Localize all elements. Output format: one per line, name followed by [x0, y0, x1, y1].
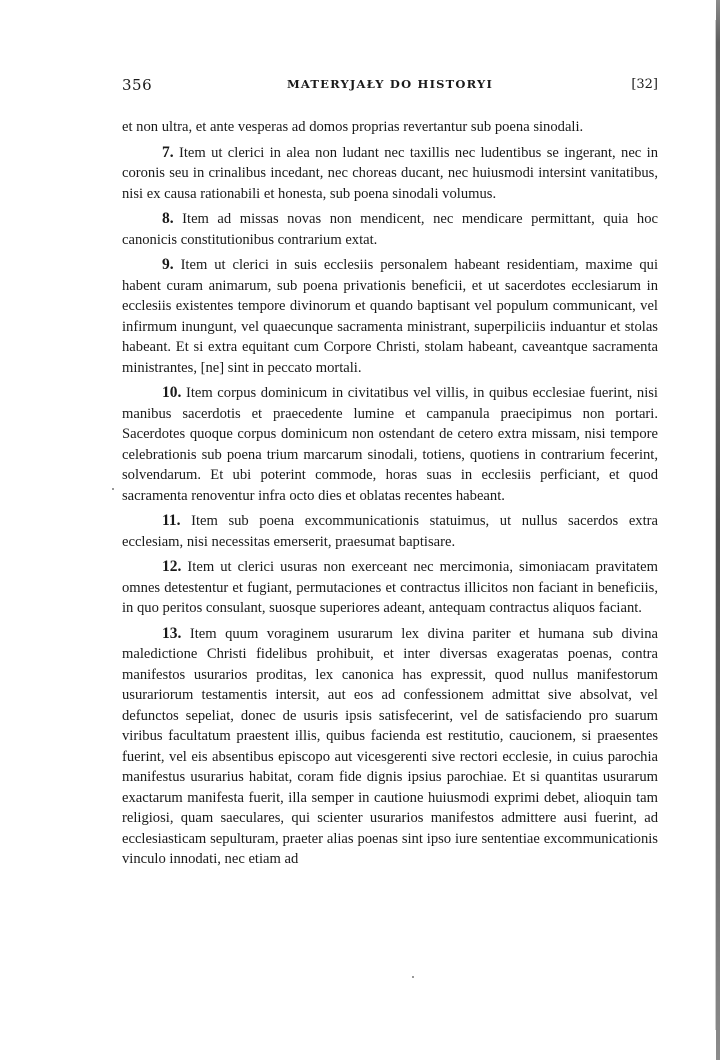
- paragraph-continuation: [122, 117, 658, 138]
- paragraph-number: 8.: [162, 210, 174, 227]
- scan-speck: [112, 488, 114, 490]
- paragraph-text: Item ut clerici usuras non exerceant nec mercimonia, simoniacam pravitatem omnes detestentur et fugiant, permutaciones et contractus illicitos non faciant in beneficiis, in quo peritos consulant, suosque superiores adeant, antequam contractus aliquos faciant.: [122, 559, 658, 616]
- running-header: [122, 76, 658, 100]
- paragraph-text: Item ut clerici in suis ecclesiis personalem habeant residentiam, maxime qui habent curam animarum, sub poena privationis beneficii, et ut sacerdotes ecclesiarum in ecclesiis existentes tempore divinorum et quando baptisant vel populum communicant, vel infirmum inungunt, vel quaecunque sacramenta ministrant, superpiliciis induantur et stolas habeant. Et si extra equitant cum Corpore Christi, stolam habeant, caveantque sacramenta ministrantes, [ne] sint in peccato mortali.: [122, 257, 658, 376]
- running-title: MATERYJAŁY DO HISTORYI: [286, 77, 494, 91]
- paragraph-number: 11.: [162, 512, 181, 529]
- paragraph-text: et non ultra, et ante vesperas ad domos proprias revertantur sub poena sinodali.: [122, 119, 584, 135]
- body-text: [122, 117, 658, 875]
- paragraph-7: [122, 143, 658, 205]
- paragraph-text: Item corpus dominicum in civitatibus vel villis, in quibus ecclesiae fuerint, nisi manibus sacerdotis et praecedente lumine et campanula praecipimus non portari. Sacerdotes quoque corpus dominicum non ostendant de cetero extra missam, nisi tempore celebrationis sub poena trium marcarum sinodali, totiens, quotiens in contrarium fecerint, solvendarum. Et ubi poterint commode, horas suas in ecclesiis perficiant, et quod sacramenta renoventur infra octo dies et oblatas recentes habeant.: [122, 385, 658, 504]
- paragraph-text: Item sub poena excommunicationis statuimus, ut nullus sacerdos extra ecclesiam, nisi necessitas emerserit, praesumat baptisare.: [122, 513, 658, 550]
- paragraph-text: Item quum voraginem usurarum lex divina pariter et humana sub divina maledictione Christi fidelibus prohibuit, et inter diversas exageratas poenas, contra manifestos usurarios proditas, lex canonica has expressit, quod nullus manifestorum usurariorum testamentis intersit, aut eos ad confessionem admittat sive absolvat, vel defunctos sepeliat, donec de usuris ipsis satisfecerint, vel de satisfaciendo pro suarum viribus facultatum praestent illis, quibus facienda est restitutio, caucionem, si praesentes fuerint, vel eis absentibus episcopo aut vicesgerenti sive rectori ecclesie, in cuius parochia manifestus usurarius habitat, coram fide dignis ipsius parochiae. Et si quantitas usurarum exactarum manifesta fuerit, illa semper in cautione huiusmodi exprimi debet, alioquin tam religiosi, quam saeculares, qui scienter usurarios manifestos admittere ausi fuerint, ad ecclesiasticam sepulturam, praeter alias poenas sint ipso iure sententiae excommunicationis vinculo innodati, nec etiam ad: [122, 625, 658, 867]
- paragraph-number: 9.: [162, 256, 174, 273]
- paragraph-9: [122, 255, 658, 378]
- paragraph-8: [122, 209, 658, 250]
- page-number: 356: [122, 76, 153, 94]
- scan-speck: [412, 976, 414, 978]
- paragraph-10: [122, 383, 658, 506]
- paragraph-number: 13.: [162, 624, 182, 642]
- scan-page-edge: [716, 0, 720, 1060]
- paragraph-number: 7.: [162, 143, 174, 161]
- signature-mark: [32]: [631, 77, 658, 92]
- paragraph-text: Item ut clerici in alea non ludant nec taxillis nec ludentibus se ingerant, nec in coronis seu in crinalibus incedant, nec choreas ducant, nec huiusmodi intersint vanitatibus, nisi ex causa rationabili et honesta, sub poena sinodali volumus.: [122, 144, 658, 202]
- paragraph-11: [122, 511, 658, 552]
- paragraph-number: 10.: [162, 384, 182, 401]
- paragraph-13: [122, 624, 658, 870]
- paragraph-text: Item ad missas novas non mendicent, nec mendicare permittant, quia hoc canonicis constitutionibus contrarium extat.: [122, 211, 659, 248]
- paragraph-number: 12.: [162, 558, 182, 575]
- paragraph-12: [122, 557, 658, 619]
